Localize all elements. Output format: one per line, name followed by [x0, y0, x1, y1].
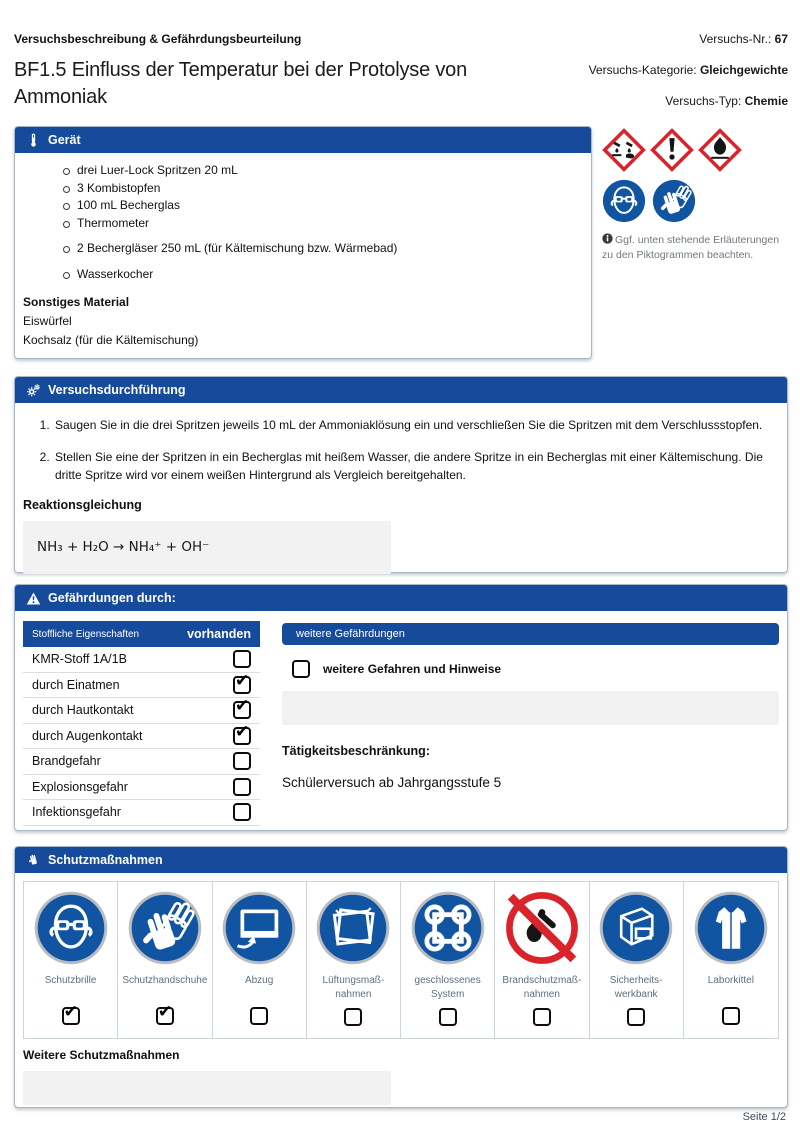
- closed-system-icon: [411, 891, 485, 965]
- measure-cell-lueftung: [307, 882, 401, 1038]
- checkbox-schutzbrille[interactable]: [62, 1007, 80, 1025]
- measure-cell-sicherheitswerkbank: [590, 882, 684, 1038]
- list-item: drei Luer-Lock Spritzen 20 mL: [77, 162, 591, 180]
- measure-label: Schutzbrille: [44, 975, 97, 986]
- table-row: durch Hautkontakt ✔: [23, 698, 260, 724]
- other-material: [15, 283, 591, 349]
- table-header: Stoffliche Eigenschaften vorhanden: [23, 621, 260, 647]
- measure-label: Lüftungsmaßnahmen: [322, 975, 385, 1000]
- equipment-section: [14, 126, 592, 359]
- table-row: Infektionsgefahr: [23, 800, 260, 826]
- checkbox-laborkittel[interactable]: [722, 1007, 740, 1025]
- reaction-equation-field[interactable]: NH₃ + H₂O → NH₄⁺ + OH⁻: [23, 521, 391, 574]
- experiment-number: Versuchs-Nr.: 67: [699, 32, 788, 46]
- experiment-meta: [589, 32, 788, 125]
- procedure-step: 1. Saugen Sie in die drei Spritzen jeweils 10 mL der Ammoniaklösung ein und verschließen Sie die Spritzen mit dem Verschlussstopfen.: [53, 416, 787, 435]
- measure-cell-schutzbrille: [24, 882, 118, 1038]
- checkbox-schutzhandschuhe[interactable]: [156, 1007, 174, 1025]
- checkbox-durch-hautkontakt[interactable]: [233, 701, 251, 719]
- reaction-equation-label: Reaktionsgleichung: [23, 497, 142, 512]
- procedure-header: Versuchsdurchführung: [15, 377, 787, 403]
- goggles-icon: [34, 891, 108, 965]
- other-material-item: Eiswürfel: [23, 314, 72, 328]
- measure-cell-schutzhandschuhe: [118, 882, 212, 1038]
- checkbox-explosionsgefahr[interactable]: [233, 778, 251, 796]
- wear-protective-gloves-icon: [652, 179, 696, 223]
- procedure-step: 2. Stellen Sie eine der Spritzen in ein Becherglas mit heißem Wasser, die andere Spritze in ein Becherglas mit einer Kältemischung. Die dritte Spritze wird vor einem weißen Hintergrund als Vergleich bereitgehalten.: [53, 448, 787, 485]
- equipment-list: [15, 162, 591, 283]
- list-item: 3 Kombistopfen: [77, 180, 591, 198]
- other-material-label: Sonstiges Material: [23, 295, 130, 309]
- measure-label: geschlossenes System: [414, 975, 481, 1000]
- pictogram-note: Ggf. unten stehende Erläuterungen zu den Piktogrammen beachten.: [602, 234, 780, 262]
- list-item: Thermometer: [77, 215, 591, 233]
- measure-cell-geschlossenes-system: [401, 882, 495, 1038]
- experiment-category: Versuchs-Kategorie: Gleichgewichte: [588, 63, 788, 77]
- info-icon: [602, 233, 613, 244]
- further-hazards-panel: [282, 623, 779, 790]
- gloves-icon: [128, 891, 202, 965]
- material-properties-table: [23, 621, 260, 826]
- thermometer-icon: [26, 133, 41, 148]
- table-row: durch Augenkontakt ✔: [23, 724, 260, 750]
- fire-protection-icon: [505, 891, 579, 965]
- checkbox-brandgefahr[interactable]: [233, 752, 251, 770]
- ghs07-exclamation-icon: [650, 128, 694, 172]
- ghs-pictogram-row: [602, 128, 792, 172]
- activity-restriction-value: Schülerversuch ab Jahrgangsstufe 5: [282, 775, 502, 790]
- measure-label: Abzug: [244, 975, 274, 986]
- checkbox-brandschutzmassnahmen[interactable]: [533, 1008, 551, 1026]
- activity-restriction-label: Tätigkeitsbeschränkung:: [282, 744, 430, 758]
- equipment-header: Gerät: [15, 127, 591, 153]
- safety-cabinet-icon: [599, 891, 673, 965]
- measure-label: Brandschutzmaßnahmen: [502, 975, 582, 1000]
- hazards-section: [14, 584, 788, 831]
- table-row: Explosionsgefahr: [23, 775, 260, 801]
- further-measures-input[interactable]: [23, 1071, 391, 1105]
- table-row: Brandgefahr: [23, 749, 260, 775]
- measure-label: Laborkittel: [707, 975, 754, 986]
- further-hazards-checkbox-row: weitere Gefahren und Hinweise: [282, 660, 779, 678]
- page-number: Seite 1/2: [742, 1111, 786, 1123]
- glove-icon: [26, 853, 41, 868]
- checkbox-sicherheitswerkbank[interactable]: [627, 1008, 645, 1026]
- ghs05-corrosive-icon: [602, 128, 646, 172]
- checkbox-geschlossenes-system[interactable]: [439, 1008, 457, 1026]
- further-hazards-bar: weitere Gefährdungen: [282, 623, 779, 645]
- page-title: BF1.5 Einfluss der Temperatur bei der Protolyse von Ammoniak: [14, 59, 467, 108]
- experiment-type: Versuchs-Typ: Chemie: [665, 94, 788, 108]
- other-material-item: Kochsalz (für die Kältemischung): [23, 332, 199, 347]
- further-measures-label: Weitere Schutzmaßnahmen: [23, 1048, 180, 1062]
- checkbox-durch-einatmen[interactable]: [233, 676, 251, 694]
- checkbox-weitere-gefahren[interactable]: [292, 660, 310, 678]
- table-row: KMR-Stoff 1A/1B: [23, 647, 260, 673]
- procedure-steps: [39, 416, 787, 485]
- ghs02-flame-icon: [698, 128, 742, 172]
- warning-triangle-icon: [26, 591, 41, 606]
- checkbox-infektionsgefahr[interactable]: [233, 803, 251, 821]
- protective-measures-section: [14, 846, 788, 1108]
- checkbox-abzug[interactable]: [250, 1007, 268, 1025]
- measure-label: Sicherheitswerkbank: [609, 975, 663, 1000]
- lab-coat-icon: [694, 891, 768, 965]
- list-item: 100 mL Becherglas: [77, 197, 591, 215]
- checkbox-durch-augenkontakt[interactable]: [233, 727, 251, 745]
- mandatory-sign-row: [602, 179, 792, 223]
- procedure-section: [14, 376, 788, 573]
- measure-cell-brandschutz: [495, 882, 589, 1038]
- hazards-header: Gefährdungen durch:: [15, 585, 787, 611]
- doc-type-label: Versuchsbeschreibung & Gefährdungsbeurteilung: [14, 32, 302, 46]
- further-hazards-input[interactable]: [282, 691, 779, 725]
- list-item: Wasserkocher: [77, 266, 591, 284]
- measure-cell-laborkittel: [684, 882, 778, 1038]
- gears-icon: [26, 383, 41, 398]
- fume-hood-icon: [222, 891, 296, 965]
- hazard-pictograms: [602, 128, 792, 263]
- checkbox-kmr-stoff[interactable]: [233, 650, 251, 668]
- protective-measures-grid: [23, 881, 779, 1039]
- measure-cell-abzug: [213, 882, 307, 1038]
- list-item: 2 Bechergläser 250 mL (für Kältemischung bzw. Wärmebad): [77, 240, 591, 258]
- ventilation-icon: [316, 891, 390, 965]
- protective-measures-header: Schutzmaßnahmen: [15, 847, 787, 873]
- measure-label: Schutzhandschuhe: [122, 975, 208, 986]
- wear-eye-protection-icon: [602, 179, 646, 223]
- checkbox-lueftungsmassnahmen[interactable]: [344, 1008, 362, 1026]
- table-row: durch Einatmen ✔: [23, 673, 260, 699]
